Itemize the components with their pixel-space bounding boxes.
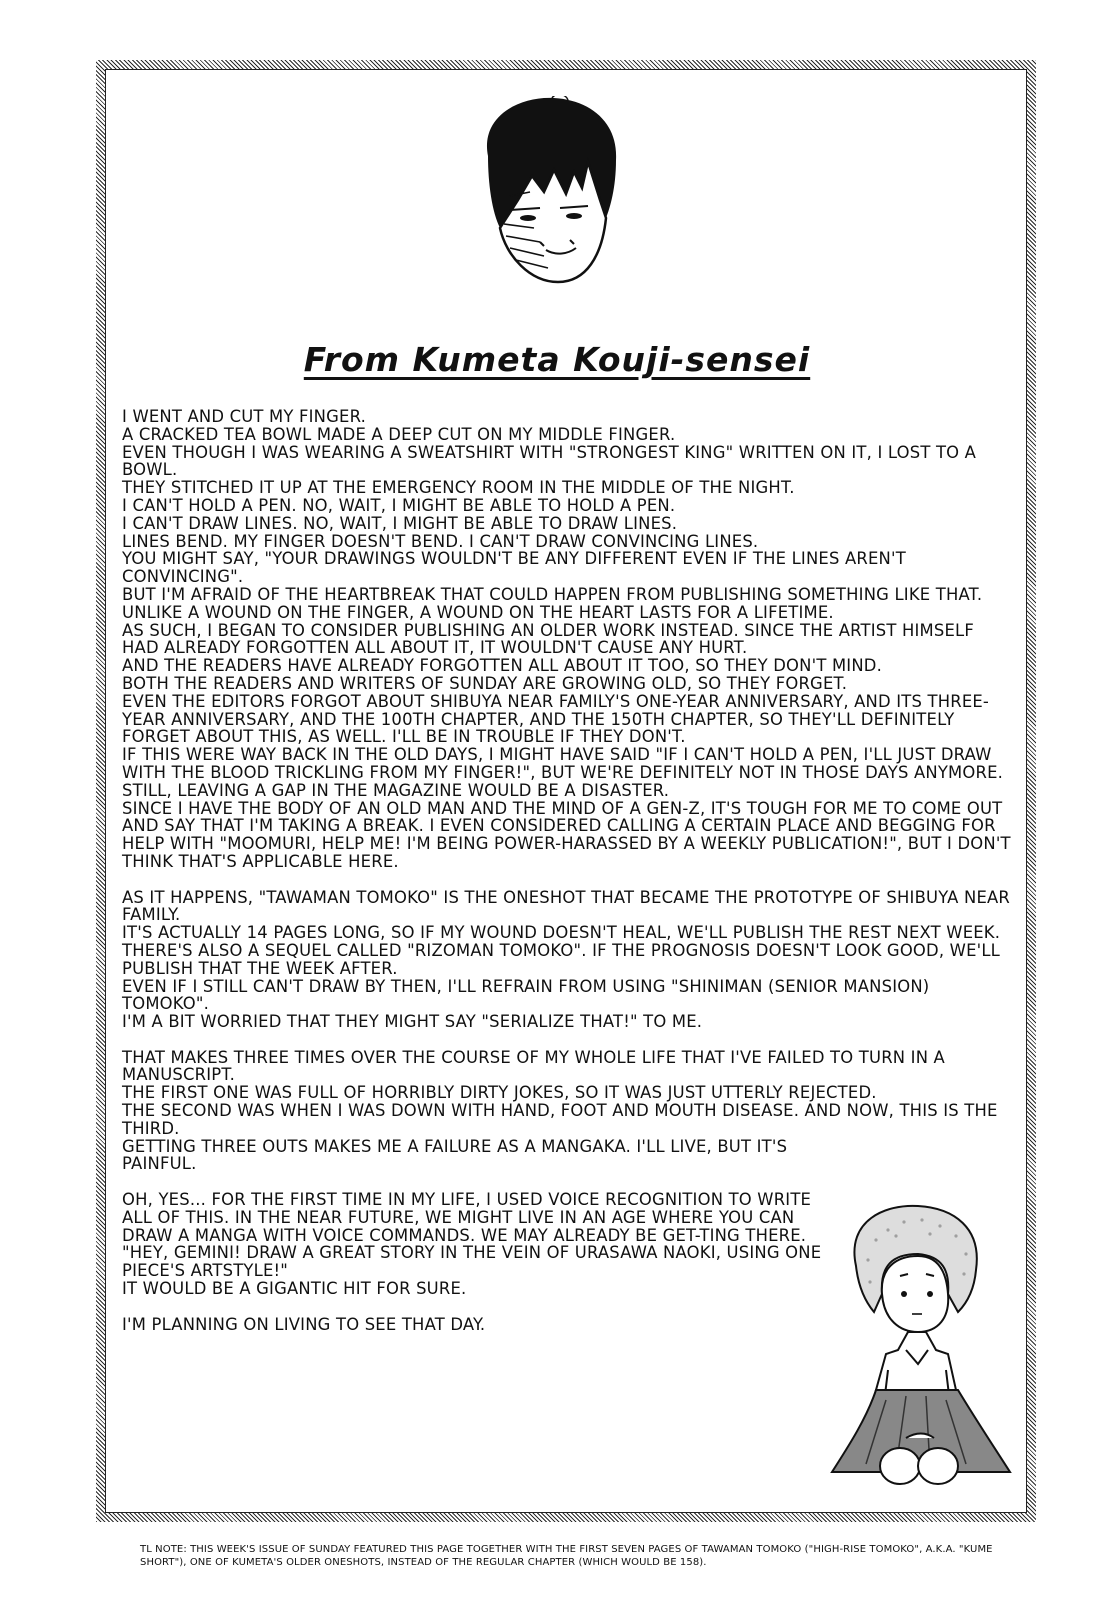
translator-note: TL NOTE: THIS WEEK'S ISSUE OF SUNDAY FEATURED THIS PAGE TOGETHER WITH THE FIRST SEVEN PAGES OF TAWAMAN TOMOKO ("HIGH-RISE TOMOKO", A.K.A. "KUME SHORT"), ONE OF KUMETA'S OLDER ONESHOTS, INSTEAD OF THE REGULAR CHAPTER (WHICH WOULD BE 158). [140, 1544, 993, 1568]
text-line: I'M PLANNING ON LIVING TO SEE THAT DAY. [122, 1314, 486, 1334]
text-line: A CRACKED TEA BOWL MADE A DEEP CUT ON MY MIDDLE FINGER. [122, 424, 676, 444]
text-line: AND THE READERS HAVE ALREADY FORGOTTEN ALL ABOUT IT TOO, SO THEY DON'T MIND. [122, 656, 883, 676]
text-line: BOTH THE READERS AND WRITERS OF SUNDAY ARE GROWING OLD, SO THEY FORGET. [122, 673, 848, 693]
text-line: I CAN'T DRAW LINES. NO, WAIT, I MIGHT BE ABLE TO DRAW LINES. [122, 513, 678, 533]
text-line: I'M A BIT WORRIED THAT THEY MIGHT SAY "SERIALIZE THAT!" TO ME. [122, 1012, 703, 1032]
text-line: "HEY, GEMINI! DRAW A GREAT STORY IN THE VEIN OF URASAWA NAOKI, USING ONE PIECE'S ARTSTYLE!" [122, 1243, 822, 1281]
text-line: THEY STITCHED IT UP AT THE EMERGENCY ROOM IN THE MIDDLE OF THE NIGHT. [122, 478, 795, 498]
text-line: THERE'S ALSO A SEQUEL CALLED "RIZOMAN TOMOKO". IF THE PROGNOSIS DOESN'T LOOK GOOD, WE'LL PUBLISH THAT THE WEEK AFTER. [122, 940, 1001, 978]
text-line: GETTING THREE OUTS MAKES ME A FAILURE AS A MANGAKA. I'LL LIVE, BUT IT'S PAINFUL. [122, 1136, 788, 1174]
text-line: I CAN'T HOLD A PEN. NO, WAIT, I MIGHT BE ABLE TO HOLD A PEN. [122, 495, 676, 515]
text-line: IF THIS WERE WAY BACK IN THE OLD DAYS, I MIGHT HAVE SAID "IF I CAN'T HOLD A PEN, I'LL JUST DRAW WITH THE BLOOD TRICKLING FROM MY FINGER!", BUT WE'RE DEFINITELY NOT IN THOSE DAYS ANYMORE. STILL, LEAVING A GAP IN THE MAGAZINE WOULD BE A DISASTER. [122, 745, 1004, 800]
text-line: EVEN THE EDITORS FORGOT ABOUT SHIBUYA NEAR FAMILY'S ONE-YEAR ANNIVERSARY, AND ITS THREE-YEAR ANNIVERSARY, AND THE 100TH CHAPTER, AND THE 150TH CHAPTER, SO THEY'LL DEFINITELY FORGET ABOUT THIS, AS WELL. I'LL BE IN TROUBLE IF THEY DON'T. [122, 691, 990, 747]
text-line: IT'S ACTUALLY 14 PAGES LONG, SO IF MY WOUND DOESN'T HEAL, WE'LL PUBLISH THE REST NEXT WEEK. [122, 923, 1001, 943]
text-line: AS IT HAPPENS, "TAWAMAN TOMOKO" IS THE ONESHOT THAT BECAME THE PROTOTYPE OF SHIBUYA NEAR FAMILY. [122, 887, 1011, 925]
text-line: I WENT AND CUT MY FINGER. [122, 407, 367, 426]
text-line: BUT I'M AFRAID OF THE HEARTBREAK THAT COULD HAPPEN FROM PUBLISHING SOMETHING LIKE THAT. UNLIKE A WOUND ON THE FINGER, A WOUND ON THE HEART LASTS FOR A LIFETIME. [122, 584, 983, 622]
text-line: THE FIRST ONE WAS FULL OF HORRIBLY DIRTY JOKES, SO IT WAS JUST UTTERLY REJECTED. [122, 1083, 877, 1103]
text-line: AS SUCH, I BEGAN TO CONSIDER PUBLISHING AN OLDER WORK INSTEAD. SINCE THE ARTIST HIMSELF HAD ALREADY FORGOTTEN ALL ABOUT IT, IT WOULDN'T CAUSE ANY HURT. [122, 620, 975, 658]
text-line: EVEN IF I STILL CAN'T DRAW BY THEN, I'LL REFRAIN FROM USING "SHINIMAN (SENIOR MANSION) TOMOKO". [122, 976, 930, 1014]
tomoko-character-illustration [826, 1200, 1016, 1500]
paragraph-2 [122, 889, 1012, 1031]
text-line: EVEN THOUGH I WAS WEARING A SWEATSHIRT WITH "STRONGEST KING" WRITTEN ON IT, I LOST TO A BOWL. [122, 442, 977, 480]
text-line: LINES BEND. MY FINGER DOESN'T BEND. I CAN'T DRAW CONVINCING LINES. [122, 531, 759, 551]
text-line: SINCE I HAVE THE BODY OF AN OLD MAN AND THE MIND OF A GEN-Z, IT'S TOUGH FOR ME TO COME OUT AND SAY THAT I'M TAKING A BREAK. I EVEN CONSIDERED CALLING A CERTAIN PLACE AND BEGGING FOR HELP WITH "MOOMURI, HELP ME! I'M BEING POWER-HARASSED BY A WEEKLY PUBLICATION!", BUT I DON'T THINK THAT'S APPLICABLE HERE. [122, 798, 1011, 871]
text-line: IT WOULD BE A GIGANTIC HIT FOR SURE. [122, 1279, 467, 1299]
page-title: From Kumeta Kouji-sensei [303, 340, 811, 379]
text-line: THE SECOND WAS WHEN I WAS DOWN WITH HAND, FOOT AND MOUTH DISEASE. AND NOW, THIS IS THE THIRD. [122, 1101, 998, 1138]
paragraph-1 [122, 408, 1012, 871]
paragraph-3 [122, 1049, 1012, 1174]
text-line: OH, YES... FOR THE FIRST TIME IN MY LIFE, I USED VOICE RECOGNITION TO WRITE ALL OF THIS. IN THE NEAR FUTURE, WE MIGHT LIVE IN AN AGE WHERE YOU CAN DRAW A MANGA WITH VOICE COMMANDS. WE MAY ALREADY BE GET-TING THERE. [122, 1190, 812, 1245]
text-line: THAT MAKES THREE TIMES OVER THE COURSE OF MY WHOLE LIFE THAT I'VE FAILED TO TURN IN A MANUSCRIPT. [122, 1047, 945, 1085]
text-line: YOU MIGHT SAY, "YOUR DRAWINGS WOULDN'T BE ANY DIFFERENT EVEN IF THE LINES AREN'T CONVINCING". [122, 549, 906, 587]
author-portrait [470, 96, 630, 286]
